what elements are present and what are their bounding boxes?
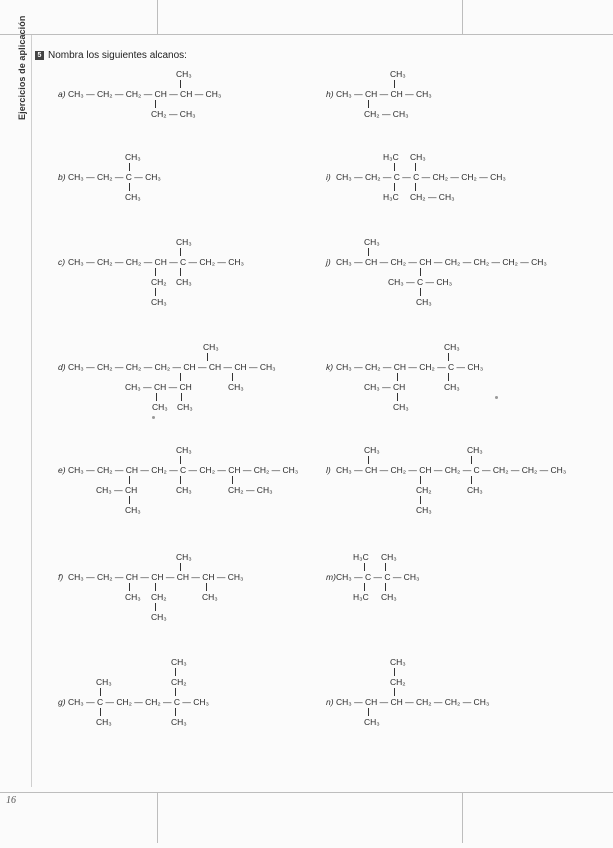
molecule-label: i): [326, 172, 331, 182]
bond: [175, 708, 176, 716]
bond: [180, 373, 181, 381]
bond: [129, 476, 130, 484]
branch-group: CH₃: [176, 552, 192, 562]
branch-group: CH₃: [177, 402, 193, 412]
branch-group: CH₃: [152, 402, 168, 412]
branch-group: CH₃: [171, 717, 187, 727]
branch-group: CH₃: [176, 445, 192, 455]
branch-group: CH₃: [390, 69, 406, 79]
exercise-title: Nombra los siguientes alcanos:: [48, 50, 187, 61]
bond: [180, 268, 181, 276]
bond: [206, 583, 207, 591]
bond: [385, 583, 386, 591]
bond: [397, 373, 398, 381]
bond: [180, 80, 181, 88]
main-chain: CH₃ — CH₂ — CH — CH — CH — CH — CH₃: [68, 572, 244, 582]
main-chain: CH₃ — CH — CH₂ — CH — CH₂ — CH₂ — CH₂ — CH₃: [336, 257, 547, 267]
branch-group: CH₃: [393, 402, 409, 412]
bond: [415, 183, 416, 191]
branch-group: CH₃: [96, 717, 112, 727]
branch-group: CH₃: [202, 592, 218, 602]
bond: [420, 476, 421, 484]
speck: [495, 396, 498, 399]
bond: [420, 288, 421, 296]
sidebar-label: Ejercicios de aplicación: [17, 15, 27, 120]
branch-group: CH₃: [125, 505, 141, 515]
top-crop-line-right: [462, 0, 463, 34]
bond: [232, 373, 233, 381]
bond: [394, 668, 395, 676]
top-crop-line-left: [157, 0, 158, 34]
top-border: [0, 34, 613, 35]
bond: [415, 163, 416, 171]
bond: [155, 100, 156, 108]
branch-group: CH₂: [151, 592, 167, 602]
branch-group: CH₂: [416, 485, 432, 495]
main-chain: CH₃ — CH₂ — CH — CH₂ — C — CH₂ — CH — CH₂ — CH₃: [68, 465, 299, 475]
bond: [129, 183, 130, 191]
molecule-label: h): [326, 89, 334, 99]
bond: [155, 583, 156, 591]
sidebar: [13, 35, 32, 787]
bond: [368, 708, 369, 716]
branch-group: CH₃: [381, 592, 397, 602]
main-chain: CH₃ — CH₂ — CH — CH₂ — C — CH₃: [336, 362, 484, 372]
bond: [394, 183, 395, 191]
bond: [232, 476, 233, 484]
branch-group: CH₃: [176, 69, 192, 79]
bond: [180, 476, 181, 484]
branch-group: CH₃: [176, 485, 192, 495]
exercise-number: 5: [35, 51, 44, 60]
bond: [207, 353, 208, 361]
molecule-label: f): [58, 572, 64, 582]
branch-group: CH₃: [176, 237, 192, 247]
main-chain: CH₃ — CH₂ — CH₂ — CH — C — CH₂ — CH₃: [68, 257, 244, 267]
main-chain: CH₃ — CH₂ — C — C — CH₂ — CH₂ — CH₃: [336, 172, 506, 182]
main-chain: CH₃ — C — C — CH₃: [336, 572, 420, 582]
bottom-border: [0, 792, 613, 793]
bottom-crop-line-left: [157, 793, 158, 843]
bond: [368, 100, 369, 108]
bond: [448, 373, 449, 381]
branch-group: CH₃: [444, 382, 460, 392]
branch-group: CH₃: [151, 297, 167, 307]
branch-group: H₃C: [353, 592, 369, 602]
bond: [129, 163, 130, 171]
bond: [181, 393, 182, 401]
branch-group: CH₃: [416, 297, 432, 307]
branch-group: CH₃: [171, 657, 187, 667]
bond: [175, 668, 176, 676]
bond: [180, 456, 181, 464]
branch-group: CH₃: [444, 342, 460, 352]
bond: [180, 248, 181, 256]
branch-group: CH₂ — CH₃: [151, 109, 196, 119]
bond: [471, 456, 472, 464]
molecule-label: c): [58, 257, 66, 267]
branch-group: CH₃: [364, 445, 380, 455]
branch-group: CH₃: [125, 192, 141, 202]
branch-group: CH₂: [390, 677, 406, 687]
branch-group: H₃C: [383, 152, 399, 162]
branch-group: CH₃: [228, 382, 244, 392]
molecule-label: g): [58, 697, 66, 707]
bond: [368, 248, 369, 256]
branch-group: CH₃: [125, 152, 141, 162]
bond: [155, 288, 156, 296]
branch-group: CH₂ — CH₃: [410, 192, 455, 202]
exercise-header: [35, 50, 187, 61]
bond: [397, 393, 398, 401]
sub-chain: CH₃ — CH — CH: [125, 382, 192, 392]
branch-group: CH₃: [96, 677, 112, 687]
branch-group: CH₃: [176, 277, 192, 287]
molecule-label: m): [326, 572, 336, 582]
page-number: 16: [6, 795, 16, 806]
bond: [100, 708, 101, 716]
molecule-label: j): [326, 257, 331, 267]
bond: [129, 496, 130, 504]
bond: [364, 583, 365, 591]
branch-group: H₃C: [383, 192, 399, 202]
branch-group: CH₃: [390, 657, 406, 667]
molecule-label: b): [58, 172, 66, 182]
bond: [420, 496, 421, 504]
branch-group: CH₃: [416, 505, 432, 515]
bottom-crop-line-right: [462, 793, 463, 843]
bond: [471, 476, 472, 484]
main-chain: CH₃ — CH₂ — C — CH₃: [68, 172, 161, 182]
molecule-label: l): [326, 465, 331, 475]
sub-chain: CH₃ — CH: [96, 485, 138, 495]
branch-group: CH₂: [151, 277, 167, 287]
branch-group: CH₃: [203, 342, 219, 352]
bond: [129, 583, 130, 591]
branch-group: H₃C: [353, 552, 369, 562]
branch-group: CH₃: [364, 717, 380, 727]
main-chain: CH₃ — CH₂ — CH₂ — CH — CH — CH₃: [68, 89, 222, 99]
speck: [152, 416, 155, 419]
molecule-label: e): [58, 465, 66, 475]
bond: [100, 688, 101, 696]
main-chain: CH₃ — CH — CH — CH₂ — CH₂ — CH₃: [336, 697, 490, 707]
bond: [364, 563, 365, 571]
sub-chain: CH₃ — CH: [364, 382, 406, 392]
bond: [180, 563, 181, 571]
branch-group: CH₂ — CH₃: [364, 109, 409, 119]
branch-group: CH₃: [410, 152, 426, 162]
branch-group: CH₃: [364, 237, 380, 247]
bond: [368, 456, 369, 464]
bond: [175, 688, 176, 696]
branch-group: CH₃: [381, 552, 397, 562]
bond: [394, 688, 395, 696]
sub-chain: CH₃ — C — CH₃: [388, 277, 453, 287]
main-chain: CH₃ — CH — CH — CH₃: [336, 89, 432, 99]
bond: [448, 353, 449, 361]
bond: [420, 268, 421, 276]
branch-group: CH₃: [467, 445, 483, 455]
molecule-label: a): [58, 89, 66, 99]
molecule-label: d): [58, 362, 66, 372]
branch-group: CH₂: [171, 677, 187, 687]
bond: [156, 393, 157, 401]
bond: [385, 563, 386, 571]
branch-group: CH₃: [151, 612, 167, 622]
branch-group: CH₃: [125, 592, 141, 602]
branch-group: CH₃: [467, 485, 483, 495]
main-chain: CH₃ — C — CH₂ — CH₂ — C — CH₃: [68, 697, 210, 707]
main-chain: CH₃ — CH₂ — CH₂ — CH₂ — CH — CH — CH — CH₃: [68, 362, 276, 372]
molecule-label: n): [326, 697, 334, 707]
bond: [394, 163, 395, 171]
bond: [394, 80, 395, 88]
bond: [155, 268, 156, 276]
main-chain: CH₃ — CH — CH₂ — CH — CH₂ — C — CH₂ — CH₂ — CH₃: [336, 465, 567, 475]
branch-group: CH₂ — CH₃: [228, 485, 273, 495]
bond: [155, 603, 156, 611]
molecule-label: k): [326, 362, 334, 372]
